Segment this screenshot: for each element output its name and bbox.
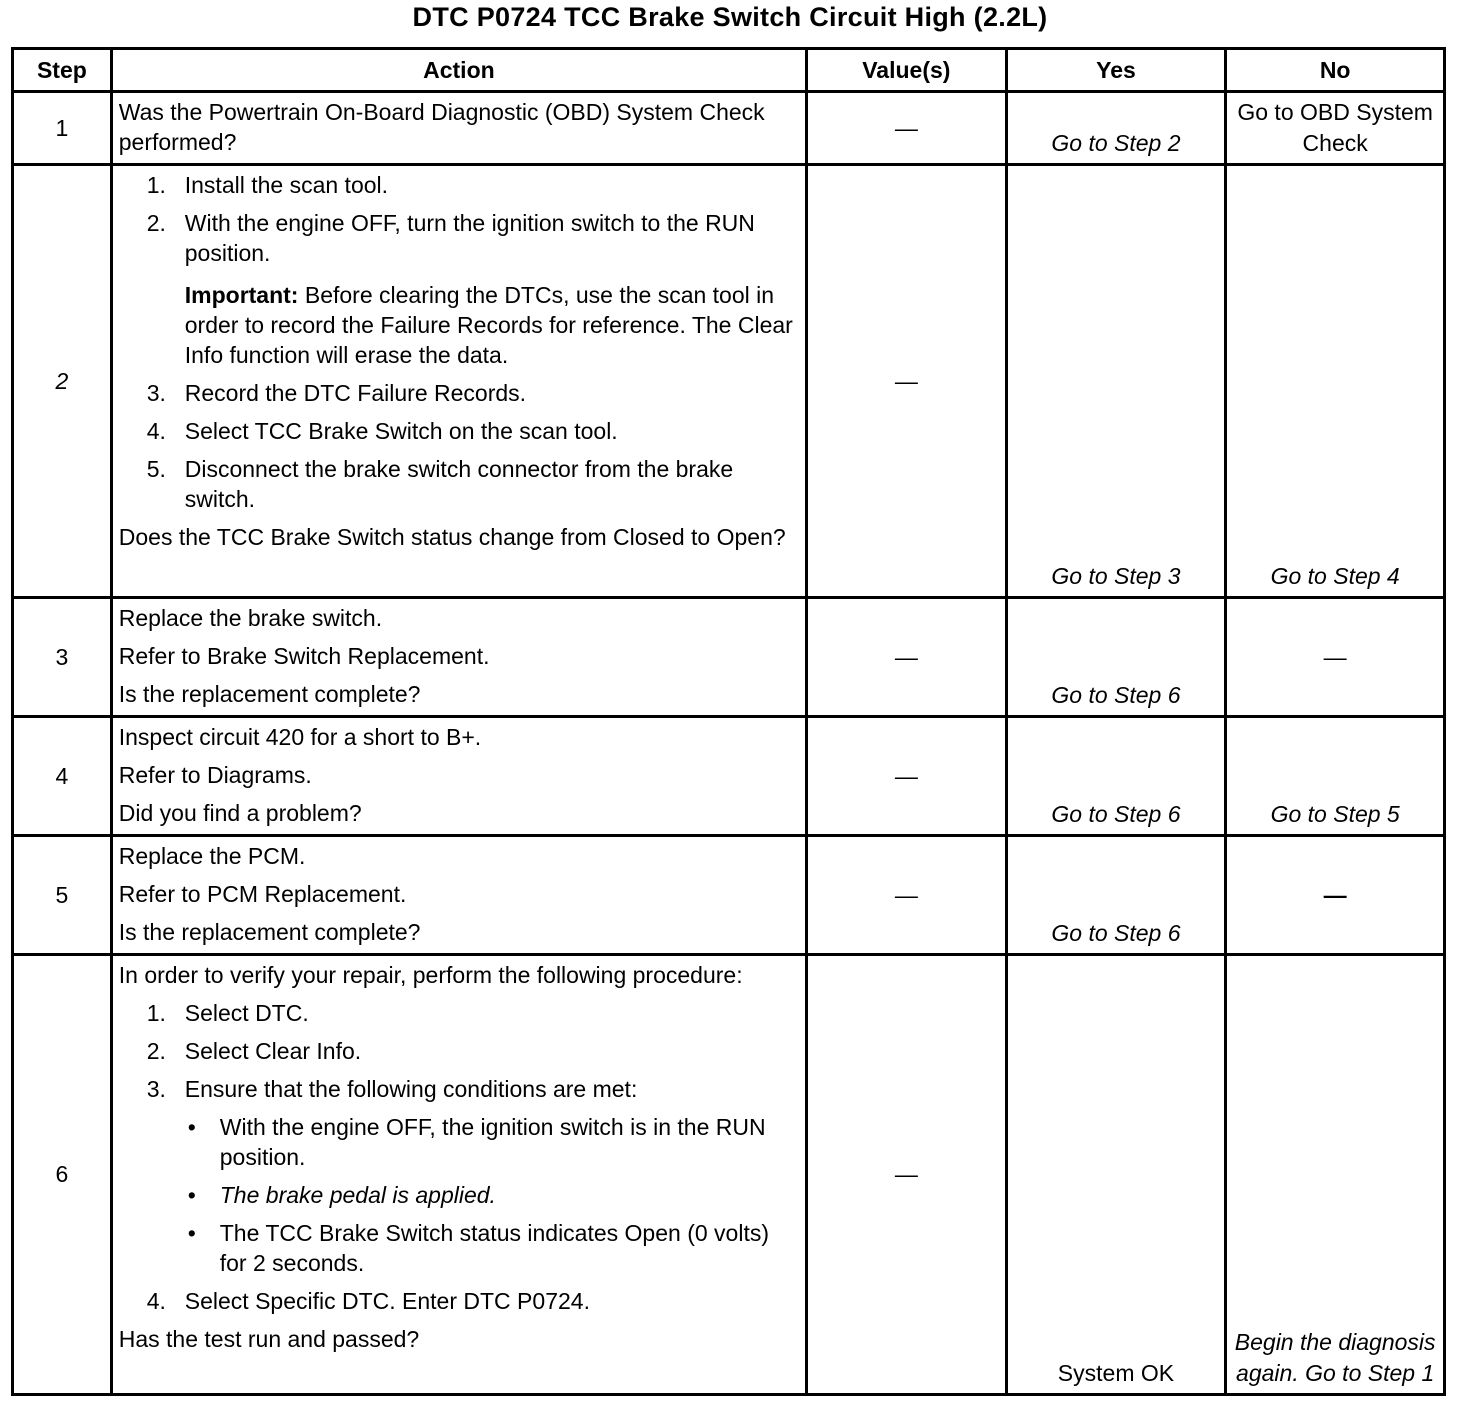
numbered-step: 2. With the engine OFF, turn the ignition switch to the RUN position. bbox=[146, 210, 755, 266]
action-text: Inspect circuit 420 for a short to B+. bbox=[118, 724, 482, 750]
yes-cell: Go to Step 6 bbox=[1006, 598, 1226, 717]
header-yes: Yes bbox=[1006, 49, 1226, 92]
bullet-item: • The brake pedal is applied. bbox=[187, 1182, 496, 1208]
numbered-step: 4. Select TCC Brake Switch on the scan tool. bbox=[146, 418, 618, 444]
table-row bbox=[13, 92, 1445, 165]
important-note: Important: Before clearing the DTCs, use the scan tool in order to record the Failure Records for reference. The Clear Info function will erase the data. bbox=[184, 282, 793, 368]
action-cell bbox=[111, 717, 806, 836]
question-text: Is the replacement complete? bbox=[118, 919, 421, 945]
yes-cell: Go to Step 2 bbox=[1006, 92, 1226, 165]
value-cell: — bbox=[807, 955, 1007, 1395]
header-step: Step bbox=[13, 49, 112, 92]
yes-cell: Go to Step 6 bbox=[1006, 717, 1226, 836]
value-cell: — bbox=[807, 598, 1007, 717]
no-cell: — bbox=[1226, 598, 1445, 717]
table-row bbox=[13, 598, 1445, 717]
question-text: Did you find a problem? bbox=[118, 800, 362, 826]
bullet-item: • The TCC Brake Switch status indicates Open (0 volts) for 2 seconds. bbox=[187, 1220, 769, 1276]
action-cell bbox=[111, 955, 806, 1395]
table-row bbox=[13, 836, 1445, 955]
numbered-step: 4. Select Specific DTC. Enter DTC P0724. bbox=[146, 1288, 590, 1314]
action-text: Replace the PCM. bbox=[118, 843, 306, 869]
intro-text: In order to verify your repair, perform the following procedure: bbox=[118, 962, 743, 988]
table-row bbox=[13, 165, 1445, 598]
header-action: Action bbox=[111, 49, 806, 92]
table-row bbox=[13, 717, 1445, 836]
action-text: Was the Powertrain On-Board Diagnostic (OBD) System Check performed? bbox=[118, 99, 765, 155]
header-values: Value(s) bbox=[807, 49, 1007, 92]
question-text: Has the test run and passed? bbox=[118, 1326, 420, 1352]
numbered-step: 2. Select Clear Info. bbox=[146, 1038, 362, 1064]
page-title: DTC P0724 TCC Brake Switch Circuit High (2.2L) bbox=[412, 2, 1048, 32]
no-cell: Begin the diagnosis again. Go to Step 1 bbox=[1226, 955, 1445, 1395]
step-number: 6 bbox=[13, 955, 112, 1395]
action-cell bbox=[111, 836, 806, 955]
no-cell: Go to Step 5 bbox=[1226, 717, 1445, 836]
no-cell: Go to Step 4 bbox=[1226, 165, 1445, 598]
table-row bbox=[13, 955, 1445, 1395]
value-cell: — bbox=[807, 717, 1007, 836]
yes-cell: Go to Step 6 bbox=[1006, 836, 1226, 955]
no-cell: Go to OBD System Check bbox=[1226, 92, 1445, 165]
diagnostic-table bbox=[11, 47, 1446, 1396]
no-cell: — bbox=[1226, 836, 1445, 955]
numbered-step: 1. Select DTC. bbox=[146, 1000, 309, 1026]
yes-cell: Go to Step 3 bbox=[1006, 165, 1226, 598]
action-cell bbox=[111, 92, 806, 165]
action-text: Refer to Brake Switch Replacement. bbox=[118, 643, 490, 669]
value-cell: — bbox=[807, 836, 1007, 955]
step-number: 4 bbox=[13, 717, 112, 836]
step-number: 3 bbox=[13, 598, 112, 717]
question-text: Is the replacement complete? bbox=[118, 681, 421, 707]
step-number: 1 bbox=[13, 92, 112, 165]
action-cell bbox=[111, 598, 806, 717]
header-row bbox=[13, 49, 1445, 92]
step-number: 5 bbox=[13, 836, 112, 955]
action-text: Replace the brake switch. bbox=[118, 605, 383, 631]
header-no: No bbox=[1226, 49, 1445, 92]
action-cell bbox=[111, 165, 806, 598]
numbered-step: 1. Install the scan tool. bbox=[146, 172, 389, 198]
yes-cell: System OK bbox=[1006, 955, 1226, 1395]
question-text: Does the TCC Brake Switch status change from Closed to Open? bbox=[118, 524, 786, 550]
numbered-step: 3. Ensure that the following conditions are met: bbox=[146, 1076, 638, 1102]
numbered-step: 5. Disconnect the brake switch connector from the brake switch. bbox=[146, 456, 734, 512]
action-text: Refer to PCM Replacement. bbox=[118, 881, 407, 907]
value-cell: — bbox=[807, 165, 1007, 598]
step-number: 2 bbox=[13, 165, 112, 598]
value-cell: — bbox=[807, 92, 1007, 165]
bullet-item: • With the engine OFF, the ignition switch is in the RUN position. bbox=[187, 1114, 766, 1170]
numbered-step: 3. Record the DTC Failure Records. bbox=[146, 380, 527, 406]
action-text: Refer to Diagrams. bbox=[118, 762, 312, 788]
